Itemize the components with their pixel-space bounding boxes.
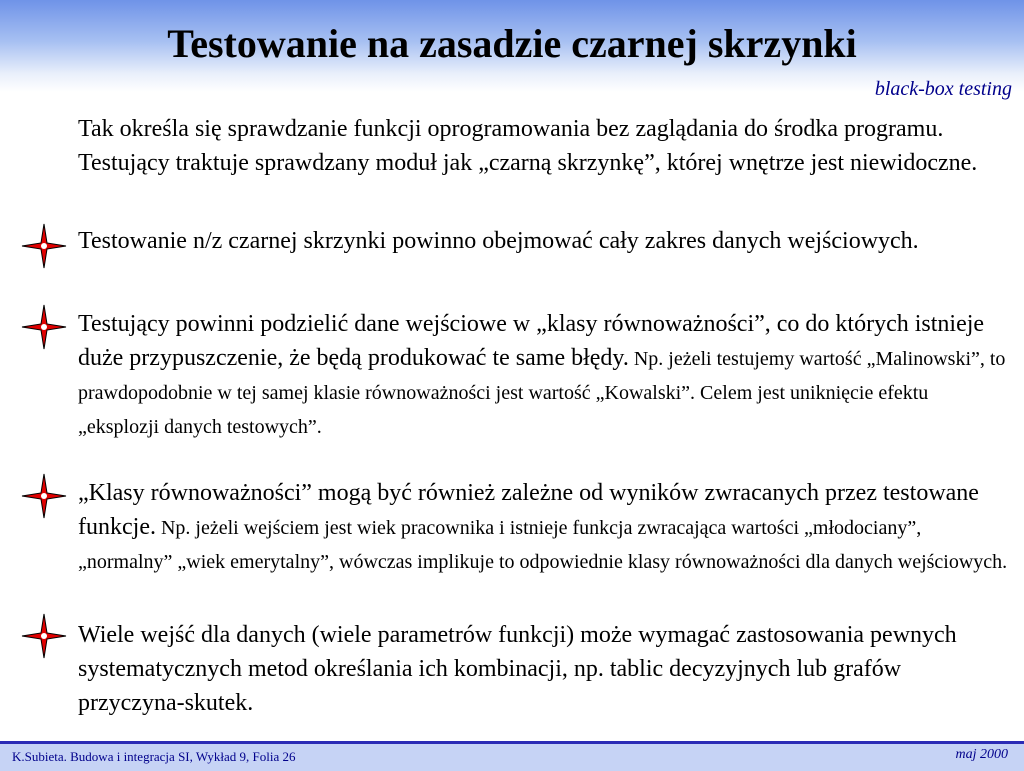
four-point-star-bullet-icon xyxy=(20,612,68,660)
four-point-star-bullet-icon xyxy=(20,303,68,351)
bullet-item-2-note: Np. jeżeli testujemy wartość „Malinowski”, to prawdopodobnie w tej samej klasie równoważności jest wartość „Kowalski”. Celem jest uniknięcie efektu „eksplozji danych testowych”. xyxy=(78,348,1006,438)
slide-title: Testowanie na zasadzie czarnej skrzynki xyxy=(167,21,857,66)
slide-subtitle: black-box testing xyxy=(874,78,1012,100)
bullet-item-4 xyxy=(78,618,1013,720)
bullet-item-4-text: Wiele wejść dla danych (wiele parametrów funkcji) może wymagać zastosowania pewnych systematycznych metod określania ich kombinacji, np. tablic decyzyjnych lub grafów przyczyna-skutek. xyxy=(78,622,957,716)
four-point-star-bullet-icon xyxy=(20,472,68,520)
footer-date: maj 2000 xyxy=(955,747,1008,762)
intro-paragraph: Tak określa się sprawdzanie funkcji oprogramowania bez zaglądania do środka programu. Testujący traktuje sprawdzany moduł jak „czarną skrzynkę”, której wnętrze jest niewidoczne. xyxy=(78,116,978,176)
footer-credit: K.Subieta. Budowa i integracja SI, Wykład 9, Folia 26 xyxy=(12,749,296,764)
bullet-item-3-text: „Klasy równoważności” mogą być również zależne od wyników zwracanych przez testowane funkcje. xyxy=(78,480,979,540)
bullet-item-2 xyxy=(78,307,1013,443)
bullet-item-2-text: Testujący powinni podzielić dane wejściowe w „klasy równoważności”, co do których istnieje duże przypuszczenie, że będą produkować te same błędy. xyxy=(78,311,985,371)
four-point-star-bullet-icon xyxy=(20,222,68,270)
bullet-item-1-text: Testowanie n/z czarnej skrzynki powinno obejmować cały zakres danych wejściowych. xyxy=(78,228,919,254)
slide-header xyxy=(0,0,1024,100)
slide-footer xyxy=(0,741,1024,771)
bullet-item-3 xyxy=(78,476,1013,578)
bullet-item-3-note: Np. jeżeli wejściem jest wiek pracownika i istnieje funkcja zwracająca wartości „młodociany”, „normalny” „wiek emerytalny”, wówczas implikuje to odpowiednie klasy równoważności dla danych wejściowych. xyxy=(78,517,1008,573)
bullet-item-1 xyxy=(78,224,1013,258)
